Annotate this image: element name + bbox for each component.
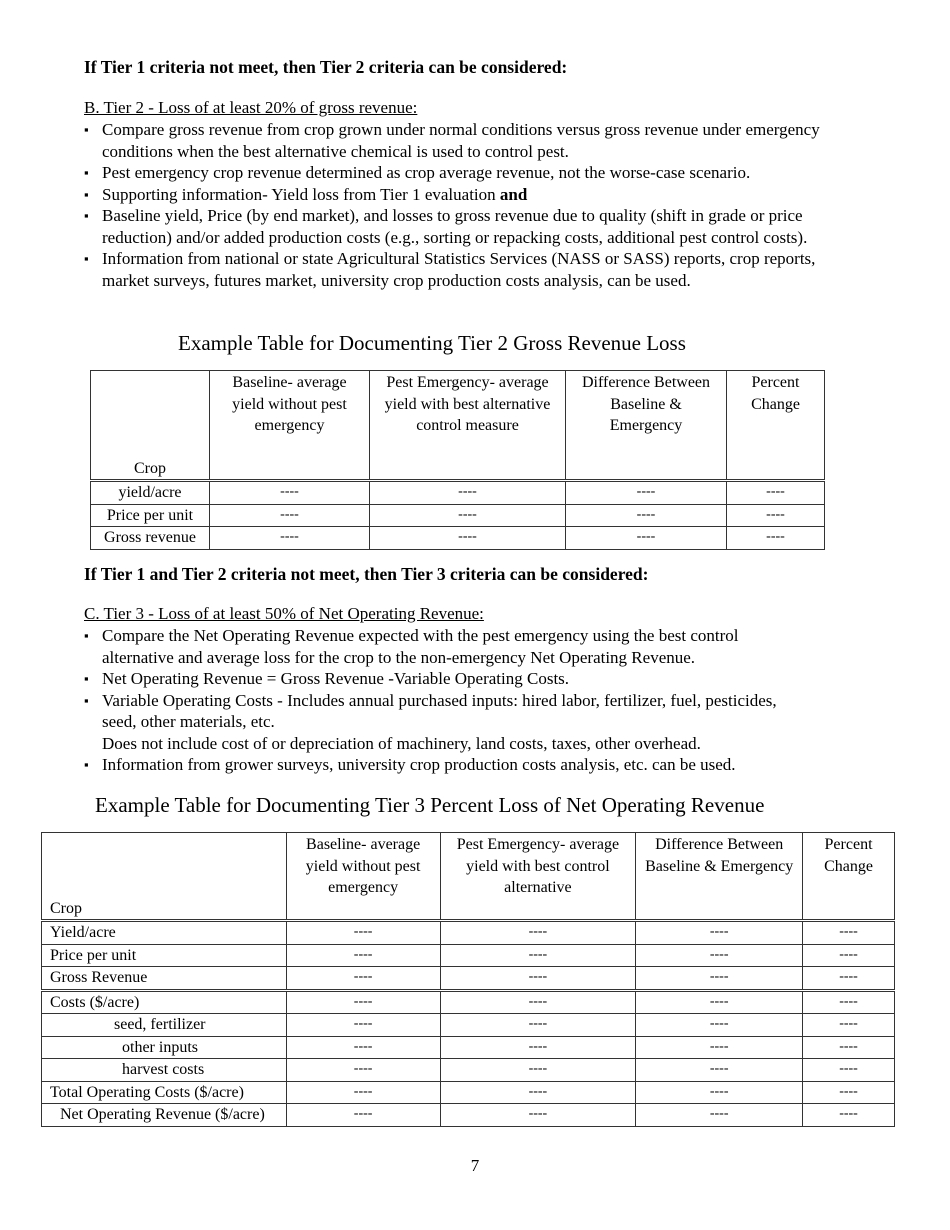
- table-cell: ----: [440, 944, 636, 967]
- table-header: Baseline- average yield without pest emergency: [286, 833, 440, 921]
- table-cell: ----: [286, 921, 440, 945]
- table-cell: Gross revenue: [91, 527, 210, 550]
- list-item: ▪ Information from grower surveys, university crop production costs analysis, etc. can be used.: [84, 755, 736, 774]
- list-item: ▪ Baseline yield, Price (by end market), and losses to gross revenue due to quality (shift in grade or price reduction) and/or added production costs (e.g., sorting or repacking costs, additional pest control costs).: [84, 206, 808, 247]
- table-row: [42, 967, 895, 991]
- table-cell: ----: [566, 527, 727, 550]
- tier2-heading: B. Tier 2 - Loss of at least 20% of gross revenue:: [84, 98, 418, 117]
- table-cell: ----: [370, 481, 566, 505]
- table-cell: ----: [727, 481, 825, 505]
- table-cell: ----: [286, 1036, 440, 1059]
- table-cell: ----: [803, 1081, 895, 1104]
- list-item: ▪ Information from national or state Agricultural Statistics Services (NASS or SASS) reports, crop reports, market surveys, futures market, university crop production costs analysis, can be used.: [84, 249, 816, 290]
- table-row: [91, 504, 825, 527]
- table-cell: ----: [636, 967, 803, 991]
- list-item: ▪ Pest emergency crop revenue determined as crop average revenue, not the worse-case scenario.: [84, 163, 751, 182]
- table-cell: ----: [636, 1104, 803, 1127]
- table1-caption: Example Table for Documenting Tier 2 Gross Revenue Loss: [178, 331, 686, 355]
- table-cell: ----: [440, 990, 636, 1014]
- tier3-intro: If Tier 1 and Tier 2 criteria not meet, then Tier 3 criteria can be considered:: [84, 564, 649, 584]
- table-header: Crop: [91, 371, 210, 481]
- table-cell: ----: [286, 1059, 440, 1082]
- table-cell: ----: [727, 504, 825, 527]
- table2-caption: Example Table for Documenting Tier 3 Percent Loss of Net Operating Revenue: [95, 793, 765, 817]
- table-cell: seed, fertilizer: [42, 1014, 287, 1037]
- table-cell: ----: [803, 1036, 895, 1059]
- table-cell: ----: [803, 944, 895, 967]
- table-cell: Price per unit: [91, 504, 210, 527]
- table-cell: ----: [440, 1059, 636, 1082]
- table-cell: ----: [210, 481, 370, 505]
- table-cell: ----: [803, 967, 895, 991]
- table-cell: Costs ($/acre): [42, 990, 287, 1014]
- table-cell: ----: [440, 921, 636, 945]
- table-cell: ----: [370, 527, 566, 550]
- table-cell: ----: [440, 1036, 636, 1059]
- table-header: Baseline- average yield without pest emergency: [210, 371, 370, 481]
- table-cell: ----: [636, 1014, 803, 1037]
- table-cell: ----: [803, 921, 895, 945]
- table-cell: ----: [440, 1014, 636, 1037]
- table-cell: ----: [286, 1081, 440, 1104]
- table-cell: ----: [286, 967, 440, 991]
- table-cell: harvest costs: [42, 1059, 287, 1082]
- table-cell: Yield/acre: [42, 921, 287, 945]
- table-cell: ----: [440, 967, 636, 991]
- table-cell: ----: [636, 1036, 803, 1059]
- table-cell: ----: [636, 990, 803, 1014]
- table-row: [42, 990, 895, 1014]
- table-row: [42, 1014, 895, 1037]
- table-cell: ----: [210, 527, 370, 550]
- table-cell: ----: [566, 504, 727, 527]
- table-cell: ----: [286, 1104, 440, 1127]
- table-header: Percent Change: [803, 833, 895, 921]
- list-item: ▪ Compare gross revenue from crop grown under normal conditions versus gross revenue under emergency conditions when the best alternative chemical is used to control pest.: [84, 120, 820, 161]
- tier2-bullet-list: [84, 119, 844, 291]
- table-header: Difference Between Baseline & Emergency: [636, 833, 803, 921]
- table-row: [91, 481, 825, 505]
- table-row: [91, 527, 825, 550]
- table-header: Crop: [42, 833, 287, 921]
- table-cell: ----: [803, 1104, 895, 1127]
- table-cell: ----: [636, 944, 803, 967]
- table-header: Pest Emergency- average yield with best alternative control measure: [370, 371, 566, 481]
- table-row: [42, 1059, 895, 1082]
- table-cell: ----: [566, 481, 727, 505]
- table-cell: ----: [440, 1081, 636, 1104]
- table-row: [42, 944, 895, 967]
- table-cell: Total Operating Costs ($/acre): [42, 1081, 287, 1104]
- table-cell: ----: [727, 527, 825, 550]
- table-row: [42, 1104, 895, 1127]
- table-cell: ----: [286, 1014, 440, 1037]
- table-cell: ----: [286, 944, 440, 967]
- tier2-revenue-table: [90, 370, 825, 550]
- table-row: [42, 1036, 895, 1059]
- table-cell: ----: [803, 990, 895, 1014]
- table-cell: Price per unit: [42, 944, 287, 967]
- table-cell: ----: [440, 1104, 636, 1127]
- tier3-bullet-list: [84, 625, 814, 776]
- table-header: Difference Between Baseline & Emergency: [566, 371, 727, 481]
- tier2-intro: If Tier 1 criteria not meet, then Tier 2 criteria can be considered:: [84, 57, 568, 77]
- tier3-revenue-table: [41, 832, 895, 1127]
- table-cell: ----: [803, 1059, 895, 1082]
- table-cell: Gross Revenue: [42, 967, 287, 991]
- list-item: ▪ Compare the Net Operating Revenue expected with the pest emergency using the best control alternative and average loss for the crop to the non-emergency Net Operating Revenue.: [84, 626, 739, 667]
- table-cell: ----: [636, 921, 803, 945]
- table-cell: other inputs: [42, 1036, 287, 1059]
- table-cell: ----: [210, 504, 370, 527]
- list-item: ▪ Supporting information- Yield loss from Tier 1 evaluation and: [84, 184, 528, 204]
- table-cell: Net Operating Revenue ($/acre): [42, 1104, 287, 1127]
- table-cell: ----: [636, 1059, 803, 1082]
- list-item: ▪ Variable Operating Costs - Includes annual purchased inputs: hired labor, fertilizer, fuel, pesticides, seed, other materials, etc. Does not include cost of or depreciation of machinery, land costs, taxes, other overhead.: [84, 690, 777, 753]
- table-row: [42, 921, 895, 945]
- table-cell: yield/acre: [91, 481, 210, 505]
- list-item: ▪ Net Operating Revenue = Gross Revenue -Variable Operating Costs.: [84, 669, 570, 688]
- table-cell: ----: [803, 1014, 895, 1037]
- tier3-heading: C. Tier 3 - Loss of at least 50% of Net Operating Revenue:: [84, 604, 484, 623]
- table-cell: ----: [286, 990, 440, 1014]
- table-header: Percent Change: [727, 371, 825, 481]
- table-header: Pest Emergency- average yield with best control alternative: [440, 833, 636, 921]
- table-row: [42, 1081, 895, 1104]
- table-cell: ----: [636, 1081, 803, 1104]
- table-cell: ----: [370, 504, 566, 527]
- page-number: 7: [470, 1156, 480, 1175]
